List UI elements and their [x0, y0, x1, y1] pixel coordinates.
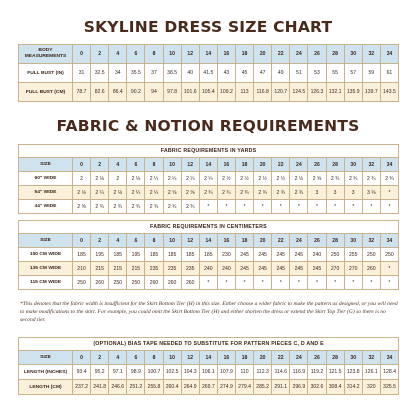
fabric-cm-table — [18, 220, 399, 290]
size-header-cell: 6 — [127, 158, 145, 172]
size-header-cell: 14 — [199, 45, 217, 64]
table-cell: 3 — [308, 186, 326, 200]
size-header-cell: 24 — [290, 234, 308, 248]
size-header-cell: 28 — [326, 234, 344, 248]
table-cell: 210 — [73, 262, 91, 276]
table-cell: 124.5 — [290, 83, 308, 102]
table-cell: 245 — [272, 248, 290, 262]
table-cell: 2 — [109, 172, 127, 186]
table-cell: * — [362, 276, 380, 290]
table-cell: * — [235, 276, 253, 290]
size-header-cell: 2 — [91, 158, 109, 172]
table-cell: 2 ¾ — [235, 186, 253, 200]
size-header-cell: 12 — [181, 351, 199, 365]
table-cell: 237.2 — [73, 380, 91, 395]
size-header-cell: 8 — [145, 234, 163, 248]
table-cell: * — [272, 200, 290, 214]
size-header-cell: 20 — [254, 351, 272, 365]
table-cell: 2 ¼ — [181, 172, 199, 186]
size-header-cell: 4 — [109, 234, 127, 248]
table-cell: 2 ¾ — [344, 172, 362, 186]
table-cell: 45 — [235, 64, 253, 83]
table-cell: 241.8 — [91, 380, 109, 395]
size-header-cell: 8 — [145, 351, 163, 365]
table-cell: 3 ⅛ — [362, 186, 380, 200]
table-cell: 97.8 — [163, 83, 181, 102]
table-cell: 245 — [308, 262, 326, 276]
size-header-cell: 28 — [326, 158, 344, 172]
row-label: 135 CM WIDE — [19, 262, 73, 276]
size-header-cell: 16 — [217, 351, 235, 365]
table-cell: 250 — [326, 248, 344, 262]
table-header-row — [19, 45, 399, 64]
table-cell: 78.7 — [73, 83, 91, 102]
table-cell: 2 ⅛ — [127, 172, 145, 186]
table-cell: 2 ¾ — [217, 186, 235, 200]
table-cell: 119.2 — [308, 365, 326, 380]
table-cell: 185 — [109, 248, 127, 262]
table-header-row — [19, 351, 399, 365]
table-cell: 121.5 — [326, 365, 344, 380]
table-cell: 126.1 — [362, 365, 380, 380]
table-cell: 2 ¾ — [127, 200, 145, 214]
table-cell: 2 ¾ — [326, 172, 344, 186]
size-header-cell: 16 — [217, 234, 235, 248]
table-cell: 240 — [217, 262, 235, 276]
page-title: SKYLINE DRESS SIZE CHART — [83, 18, 333, 36]
size-header-cell: 2 — [91, 351, 109, 365]
table-cell: 128.4 — [380, 365, 398, 380]
table-cell: * — [290, 276, 308, 290]
size-header-cell: 34 — [380, 351, 398, 365]
table-cell: * — [217, 276, 235, 290]
table-cell: 102.5 — [163, 365, 181, 380]
size-header-cell: 4 — [109, 351, 127, 365]
table-cell: 40 — [181, 64, 199, 83]
table-cell: 260.4 — [163, 380, 181, 395]
size-header-cell: 30 — [344, 351, 362, 365]
size-header-cell: 18 — [235, 158, 253, 172]
table-cell: 2 ⅝ — [163, 186, 181, 200]
size-header-cell: 26 — [308, 234, 326, 248]
table-cell: 2 ⅝ — [308, 172, 326, 186]
table-cell: 185 — [181, 248, 199, 262]
row-label: LENGTH (CM) — [19, 380, 73, 395]
table-header-row — [19, 158, 399, 172]
table-cell: 215 — [91, 262, 109, 276]
table-cell: 296.9 — [290, 380, 308, 395]
header-label: SIZE — [19, 234, 73, 248]
table-cell: 250 — [73, 276, 91, 290]
size-header-cell: 0 — [73, 234, 91, 248]
table-cell: 195 — [127, 248, 145, 262]
size-header-cell: 24 — [290, 45, 308, 64]
table-cell: 114.6 — [272, 365, 290, 380]
table-cell: 2 ⅛ — [91, 172, 109, 186]
table-cell: 215 — [127, 262, 145, 276]
table-cell: 195 — [91, 248, 109, 262]
size-header-cell: 14 — [199, 158, 217, 172]
table-cell: * — [326, 200, 344, 214]
table-cell: 106.1 — [199, 365, 217, 380]
table-cell: 285.2 — [254, 380, 272, 395]
table-cell: 185 — [199, 248, 217, 262]
table-cell: 230 — [217, 248, 235, 262]
size-header-cell: 18 — [235, 351, 253, 365]
table-caption: FABRIC REQUIREMENTS IN YARDS — [19, 145, 399, 158]
table-cell: 43 — [217, 64, 235, 83]
size-header-cell: 34 — [380, 158, 398, 172]
table-cell: 37 — [145, 64, 163, 83]
size-header-cell: 24 — [290, 158, 308, 172]
header-label: BODY MEASUREMENTS — [19, 45, 73, 64]
table-cell: * — [217, 200, 235, 214]
table-cell: 2 ¾ — [91, 200, 109, 214]
table-cell: 2 ¼ — [163, 172, 181, 186]
table-cell: * — [380, 276, 398, 290]
table-cell: 269.7 — [199, 380, 217, 395]
table-cell: * — [199, 276, 217, 290]
size-header-cell: 22 — [272, 158, 290, 172]
table-cell: 260 — [362, 262, 380, 276]
table-cell: * — [254, 200, 272, 214]
table-cell: 240 — [308, 248, 326, 262]
table-cell: 274.9 — [217, 380, 235, 395]
row-label: 60" WIDE — [19, 172, 73, 186]
table-cell: 245 — [272, 262, 290, 276]
table-cell: * — [326, 276, 344, 290]
table-row — [19, 262, 399, 276]
size-header-cell: 32 — [362, 234, 380, 248]
table-cell: 2 ⅛ — [109, 186, 127, 200]
size-header-cell: 18 — [235, 234, 253, 248]
size-header-cell: 10 — [163, 158, 181, 172]
table-cell: 251.2 — [127, 380, 145, 395]
row-label: LENGTH (INCHES) — [19, 365, 73, 380]
table-cell: 2 ½ — [235, 172, 253, 186]
table-cell: * — [308, 276, 326, 290]
table-cell: 302.6 — [308, 380, 326, 395]
table-cell: 250 — [380, 248, 398, 262]
table-cell: 105.4 — [199, 83, 217, 102]
size-header-cell: 20 — [254, 45, 272, 64]
table-cell: 260 — [181, 276, 199, 290]
table-cell: 32.5 — [91, 64, 109, 83]
table-cell: 255 — [344, 248, 362, 262]
table-cell: * — [199, 200, 217, 214]
table-cell: 270 — [326, 262, 344, 276]
size-header-cell: 4 — [109, 45, 127, 64]
table-cell: 2 ½ — [254, 172, 272, 186]
table-cell: 57 — [344, 64, 362, 83]
table-cell: 2 ¼ — [127, 186, 145, 200]
size-header-cell: 2 — [91, 45, 109, 64]
table-cell: 245 — [290, 262, 308, 276]
table-cell: 270 — [344, 262, 362, 276]
table-cell: 250 — [362, 248, 380, 262]
table-cell: 235 — [181, 262, 199, 276]
table-row — [19, 276, 399, 290]
table-caption: (OPTIONAL) BIAS TAPE NEEDED TO SUBSTITUTE FOR PATTERN PIECES C, D AND E — [19, 338, 399, 351]
table-cell: 90.2 — [127, 83, 145, 102]
table-cell: 308.4 — [326, 380, 344, 395]
size-header-cell: 12 — [181, 158, 199, 172]
table-cell: 2 ¾ — [290, 186, 308, 200]
size-header-cell: 18 — [235, 45, 253, 64]
table-row — [19, 172, 399, 186]
size-header-cell: 32 — [362, 45, 380, 64]
table-cell: 2 ¾ — [272, 186, 290, 200]
table-cell: 2 ¾ — [380, 172, 398, 186]
table-cell: 185 — [73, 248, 91, 262]
table-cell: * — [380, 200, 398, 214]
table-cell: 325.5 — [380, 380, 398, 395]
table-cell: 260 — [145, 276, 163, 290]
table-cell: 245 — [254, 262, 272, 276]
table-row — [19, 248, 399, 262]
table-cell: * — [380, 262, 398, 276]
table-cell: 116.8 — [254, 83, 272, 102]
table-cell: 2 ¼ — [145, 172, 163, 186]
table-cell: 38.5 — [163, 64, 181, 83]
size-header-cell: 8 — [145, 158, 163, 172]
table-cell: 2 ¼ — [91, 186, 109, 200]
width-footnote: *This denotes that the fabric width is insufficient for the Skirt Bottom Tier (H) in this size. Either choose a wider fabric to make the pattern as designed, or you will need to make modifications to the skirt. For example, you could omit the Skirt Bottom Tier (H) and either shorten the dress or extend the Skirt Top Tier (G) so there is no second tier. — [20, 301, 398, 323]
size-chart-table — [18, 44, 399, 102]
table-cell: 95.2 — [91, 365, 109, 380]
size-header-cell: 0 — [73, 351, 91, 365]
table-cell: 53 — [308, 64, 326, 83]
table-cell: 185 — [145, 248, 163, 262]
table-cell: 112.3 — [254, 365, 272, 380]
table-cell: 279.4 — [235, 380, 253, 395]
table-cell: 107.9 — [217, 365, 235, 380]
size-header-cell: 10 — [163, 234, 181, 248]
size-header-cell: 26 — [308, 158, 326, 172]
size-header-cell: 2 — [91, 234, 109, 248]
table-cell: 245 — [254, 248, 272, 262]
size-header-cell: 22 — [272, 234, 290, 248]
table-cell: 291.1 — [272, 380, 290, 395]
table-cell: 2 ⅝ — [181, 186, 199, 200]
table-row — [19, 365, 399, 380]
table-cell: 2 ¼ — [199, 172, 217, 186]
table-caption-row — [19, 338, 399, 351]
table-cell: 86.4 — [109, 83, 127, 102]
size-header-cell: 34 — [380, 234, 398, 248]
table-cell: 235 — [163, 262, 181, 276]
size-header-cell: 6 — [127, 351, 145, 365]
size-header-cell: 30 — [344, 234, 362, 248]
table-cell: 34 — [109, 64, 127, 83]
table-cell: 246.6 — [109, 380, 127, 395]
table-cell: 215 — [109, 262, 127, 276]
row-label: 44" WIDE — [19, 200, 73, 214]
table-cell: * — [362, 200, 380, 214]
table-cell: 2 ¾ — [199, 186, 217, 200]
table-cell: 2 ¾ — [145, 200, 163, 214]
table-cell: * — [344, 200, 362, 214]
size-header-cell: 8 — [145, 45, 163, 64]
row-label: 54" WIDE — [19, 186, 73, 200]
table-cell: 2 ½ — [290, 172, 308, 186]
table-cell: 123.8 — [344, 365, 362, 380]
table-cell: 245 — [235, 262, 253, 276]
table-cell: * — [344, 276, 362, 290]
table-cell: 2 ¾ — [254, 186, 272, 200]
row-label: FULL BUST (IN) — [19, 64, 73, 83]
table-cell: 3 — [326, 186, 344, 200]
table-cell: 135.9 — [344, 83, 362, 102]
size-header-cell: 34 — [380, 45, 398, 64]
table-cell: 98.9 — [127, 365, 145, 380]
table-cell: 93.4 — [73, 365, 91, 380]
table-cell: * — [380, 186, 398, 200]
size-header-cell: 0 — [73, 158, 91, 172]
table-cell: 132.1 — [326, 83, 344, 102]
table-cell: 245 — [235, 248, 253, 262]
table-cell: 61 — [380, 64, 398, 83]
table-caption: FABRIC REQUIREMENTS IN CENTIMETERS — [19, 221, 399, 234]
size-header-cell: 30 — [344, 45, 362, 64]
table-cell: 235 — [145, 262, 163, 276]
size-header-cell: 6 — [127, 234, 145, 248]
table-cell: 2 ¾ — [109, 200, 127, 214]
table-cell: 31 — [73, 64, 91, 83]
row-label: 150 CM WIDE — [19, 248, 73, 262]
table-row — [19, 200, 399, 214]
table-cell: 55 — [326, 64, 344, 83]
size-header-cell: 20 — [254, 158, 272, 172]
bias-tape-table — [18, 337, 399, 395]
table-cell: 113 — [235, 83, 253, 102]
table-cell: 260 — [163, 276, 181, 290]
table-cell: 320 — [362, 380, 380, 395]
row-label: FULL BUST (CM) — [19, 83, 73, 102]
table-cell: * — [290, 200, 308, 214]
size-header-cell: 32 — [362, 351, 380, 365]
size-header-cell: 26 — [308, 45, 326, 64]
size-header-cell: 30 — [344, 158, 362, 172]
size-header-cell: 16 — [217, 158, 235, 172]
table-cell: 3 — [344, 186, 362, 200]
size-header-cell: 10 — [163, 45, 181, 64]
table-cell: 250 — [109, 276, 127, 290]
table-cell: 109.2 — [217, 83, 235, 102]
table-cell: 260 — [91, 276, 109, 290]
size-header-cell: 20 — [254, 234, 272, 248]
table-cell: 2 ⅝ — [73, 200, 91, 214]
table-header-row — [19, 234, 399, 248]
table-cell: 116.9 — [290, 365, 308, 380]
table-cell: 240 — [199, 262, 217, 276]
table-cell: 51 — [290, 64, 308, 83]
header-label: SIZE — [19, 351, 73, 365]
size-header-cell: 14 — [199, 234, 217, 248]
table-cell: 97.1 — [109, 365, 127, 380]
size-header-cell: 14 — [199, 351, 217, 365]
size-header-cell: 32 — [362, 158, 380, 172]
table-cell: 101.6 — [181, 83, 199, 102]
table-row — [19, 380, 399, 395]
table-cell: 314.2 — [344, 380, 362, 395]
table-cell: 139.7 — [362, 83, 380, 102]
table-cell: 2 ½ — [217, 172, 235, 186]
table-row — [19, 83, 399, 102]
size-header-cell: 6 — [127, 45, 145, 64]
table-cell: * — [235, 200, 253, 214]
table-caption-row — [19, 221, 399, 234]
table-cell: 110 — [235, 365, 253, 380]
table-cell: 185 — [163, 248, 181, 262]
table-cell: 2 ¾ — [163, 200, 181, 214]
table-cell: 2 ¾ — [362, 172, 380, 186]
table-cell: 245 — [290, 248, 308, 262]
table-cell: 59 — [362, 64, 380, 83]
fabric-yards-table — [18, 144, 399, 214]
table-cell: 2 — [73, 172, 91, 186]
size-header-cell: 12 — [181, 234, 199, 248]
size-header-cell: 4 — [109, 158, 127, 172]
size-header-cell: 28 — [326, 351, 344, 365]
table-cell: 126.3 — [308, 83, 326, 102]
section-title: FABRIC & NOTION REQUIREMENTS — [56, 117, 360, 135]
table-cell: 82.6 — [91, 83, 109, 102]
table-cell: 100.7 — [145, 365, 163, 380]
table-cell: 2 ⅛ — [73, 186, 91, 200]
size-header-cell: 16 — [217, 45, 235, 64]
table-row — [19, 186, 399, 200]
table-caption-row — [19, 145, 399, 158]
table-cell: 255.8 — [145, 380, 163, 395]
row-label: 115 CM WIDE — [19, 276, 73, 290]
table-cell: 2 ¾ — [181, 200, 199, 214]
table-cell: 120.7 — [272, 83, 290, 102]
table-cell: * — [308, 200, 326, 214]
size-header-cell: 22 — [272, 45, 290, 64]
table-cell: 264.9 — [181, 380, 199, 395]
table-cell: 143.5 — [380, 83, 398, 102]
header-label: SIZE — [19, 158, 73, 172]
size-header-cell: 12 — [181, 45, 199, 64]
table-cell: 2 ¼ — [145, 186, 163, 200]
table-cell: 35.5 — [127, 64, 145, 83]
table-cell: 94 — [145, 83, 163, 102]
size-header-cell: 28 — [326, 45, 344, 64]
size-header-cell: 0 — [73, 45, 91, 64]
table-cell: 41.5 — [199, 64, 217, 83]
size-header-cell: 24 — [290, 351, 308, 365]
table-cell: 49 — [272, 64, 290, 83]
table-cell: 2 ½ — [272, 172, 290, 186]
table-cell: 104.3 — [181, 365, 199, 380]
table-cell: 250 — [127, 276, 145, 290]
size-header-cell: 26 — [308, 351, 326, 365]
table-cell: * — [254, 276, 272, 290]
size-header-cell: 10 — [163, 351, 181, 365]
size-header-cell: 22 — [272, 351, 290, 365]
table-cell: 47 — [254, 64, 272, 83]
table-row — [19, 64, 399, 83]
table-cell: * — [272, 276, 290, 290]
